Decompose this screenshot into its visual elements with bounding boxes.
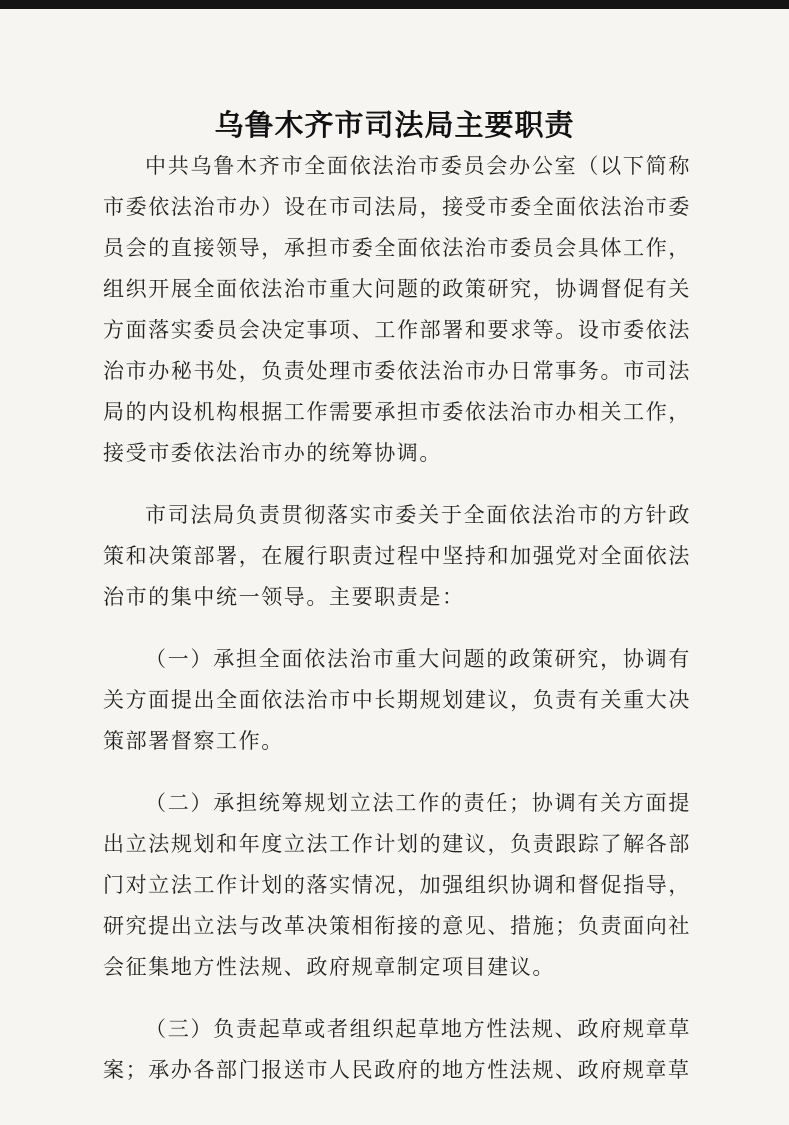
document-body <box>103 146 691 1091</box>
paragraph-duty-1: （一）承担全面依法治市重大问题的政策研究，协调有关方面提出全面依法治市中长期规划建议，负责有关重大决策部署督察工作。 <box>103 647 691 753</box>
paragraph-office-intro: 中共乌鲁木齐市全面依法治市委员会办公室（以下简称市委依法治市办）设在市司法局，接受市委全面依法治市委员会的直接领导，承担市委全面依法治市委员会具体工作，组织开展全面依法治市重大问题的政策研究，协调督促有关方面落实委员会决定事项、工作部署和要求等。设市委依法治市办秘书处，负责处理市委依法治市办日常事务。市司法局的内设机构根据工作需要承担市委依法治市办相关工作，接受市委依法治市办的统筹协调。 <box>103 154 691 465</box>
paragraph-duty-3: （三）负责起草或者组织起草地方性法规、政府规章草案；承办各部门报送市人民政府的地方性法规、政府规章草 <box>103 1017 691 1082</box>
paragraph-bureau-mandate: 市司法局负责贯彻落实市委关于全面依法治市的方针政策和决策部署，在履行职责过程中坚持和加强党对全面依法治市的集中统一领导。主要职责是： <box>103 503 691 609</box>
document-title: 乌鲁木齐市司法局主要职责 <box>214 108 575 143</box>
paragraph-duty-2: （二）承担统筹规划立法工作的责任；协调有关方面提出立法规划和年度立法工作计划的建议，负责跟踪了解各部门对立法工作计划的落实情况，加强组织协调和督促指导，研究提出立法与改革决策相衔接的意见、措施；负责面向社会征集地方性法规、政府规章制定项目建议。 <box>103 791 691 979</box>
